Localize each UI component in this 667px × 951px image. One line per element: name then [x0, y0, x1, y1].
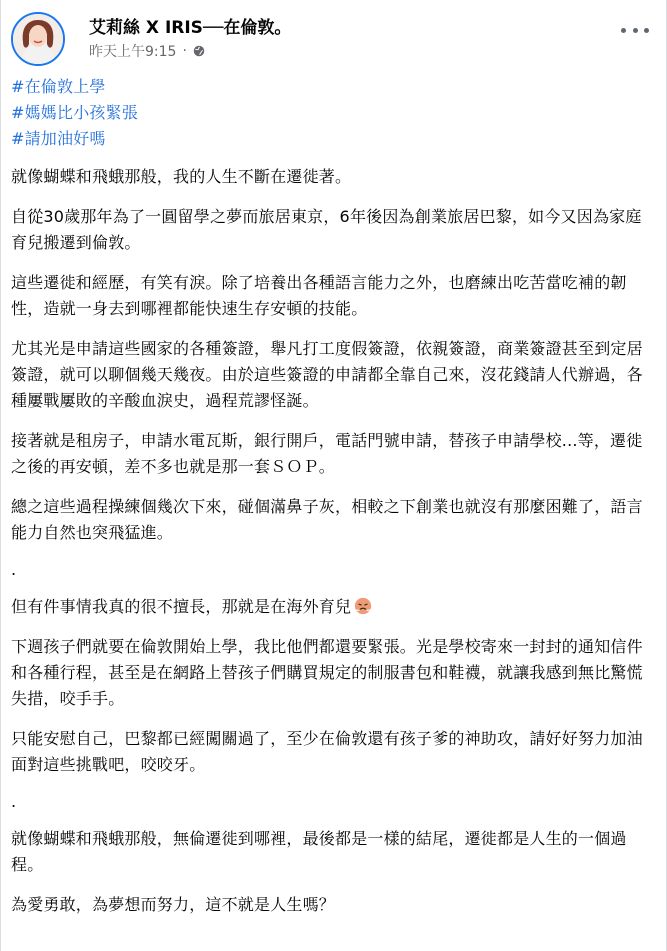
feeling-location: ──在倫敦。 — [202, 18, 292, 38]
post-paragraph: 接著就是租房子，申請水電瓦斯，銀行開戶，電話門號申請，替孩子申請學校...等，遷徙之後的再安頓，差不多也就是那一套ＳＯＰ。 — [11, 431, 643, 476]
post-timestamp[interactable]: 昨天上午9:15 — [89, 44, 177, 60]
avatar-portrait-icon — [13, 14, 63, 64]
post-paragraph: 這些遷徙和經歷，有笑有淚。除了培養出各種語言能力之外，也磨練出吃苦當吃補的韌性，造就一身去到哪裡都能快速生存安頓的技能。 — [11, 273, 627, 318]
globe-icon[interactable] — [193, 45, 205, 57]
author-name[interactable]: 艾莉絲 X IRIS — [89, 18, 203, 38]
post-meta — [89, 41, 205, 61]
post-paragraph: 總之這些過程操練個幾次下來，碰個滿鼻子灰，相較之下創業也就沒有那麼困難了，語言能力自然也突飛猛進。 — [11, 497, 643, 542]
post-paragraph: 就像蝴蝶和飛蛾那般，無倫遷徙到哪裡，最後都是一樣的結尾，遷徙都是人生的一個過程。 — [11, 829, 627, 874]
post-paragraph: 但有件事情我真的很不擅長，那就是在海外育兒 — [11, 597, 352, 616]
author-name-line — [89, 13, 291, 38]
post-body — [11, 74, 653, 932]
hashtag-link[interactable]: #請加油好嗎 — [11, 129, 106, 148]
post-paragraph: 下週孩子們就要在倫敦開始上學，我比他們都還要緊張。光是學校寄來一封封的通知信件和各種行程，甚至是在網路上替孩子們購買規定的制服書包和鞋襪，就讓我感到無比驚慌失措，咬手手。 — [11, 637, 643, 708]
hashtag-link[interactable]: #媽媽比小孩緊張 — [11, 103, 139, 122]
meta-separator: · — [182, 43, 187, 59]
post-paragraph: 尤其光是申請這些國家的各種簽證，舉凡打工度假簽證，依親簽證，商業簽證甚至到定居簽證，就可以聊個幾天幾夜。由於這些簽證的申請都全靠自己來，沒花錢請人代辦過，各種屢戰屢敗的辛酸血淚史，過程荒謬怪誕。 — [11, 339, 643, 410]
more-dot — [621, 28, 626, 33]
post-paragraph: 就像蝴蝶和飛蛾那般，我的人生不斷在遷徙著。 — [11, 167, 352, 186]
face-with-steam-emoji-icon — [354, 597, 372, 615]
post-paragraph-with-emoji — [11, 594, 653, 620]
hashtag-list — [11, 74, 653, 152]
more-dot — [644, 28, 649, 33]
more-options-icon[interactable] — [621, 20, 649, 40]
paragraph-separator: . — [11, 560, 17, 579]
post-paragraph: 自從30歲那年為了一圓留學之夢而旅居東京，6年後因為創業旅居巴黎，如今又因為家庭育兒搬遷到倫敦。 — [11, 207, 642, 252]
more-dot — [633, 28, 638, 33]
post-header — [11, 10, 651, 66]
hashtag-link[interactable]: #在倫敦上學 — [11, 77, 106, 96]
paragraph-separator: . — [11, 792, 17, 811]
post-paragraph: 為愛勇敢，為夢想而努力，這不就是人生嗎？ — [11, 895, 336, 914]
post-paragraph: 只能安慰自己，巴黎都已經闖關過了，至少在倫敦還有孩子爹的神助攻，請好好努力加油面對這些挑戰吧，咬咬牙。 — [11, 729, 643, 774]
author-avatar[interactable] — [11, 12, 65, 66]
